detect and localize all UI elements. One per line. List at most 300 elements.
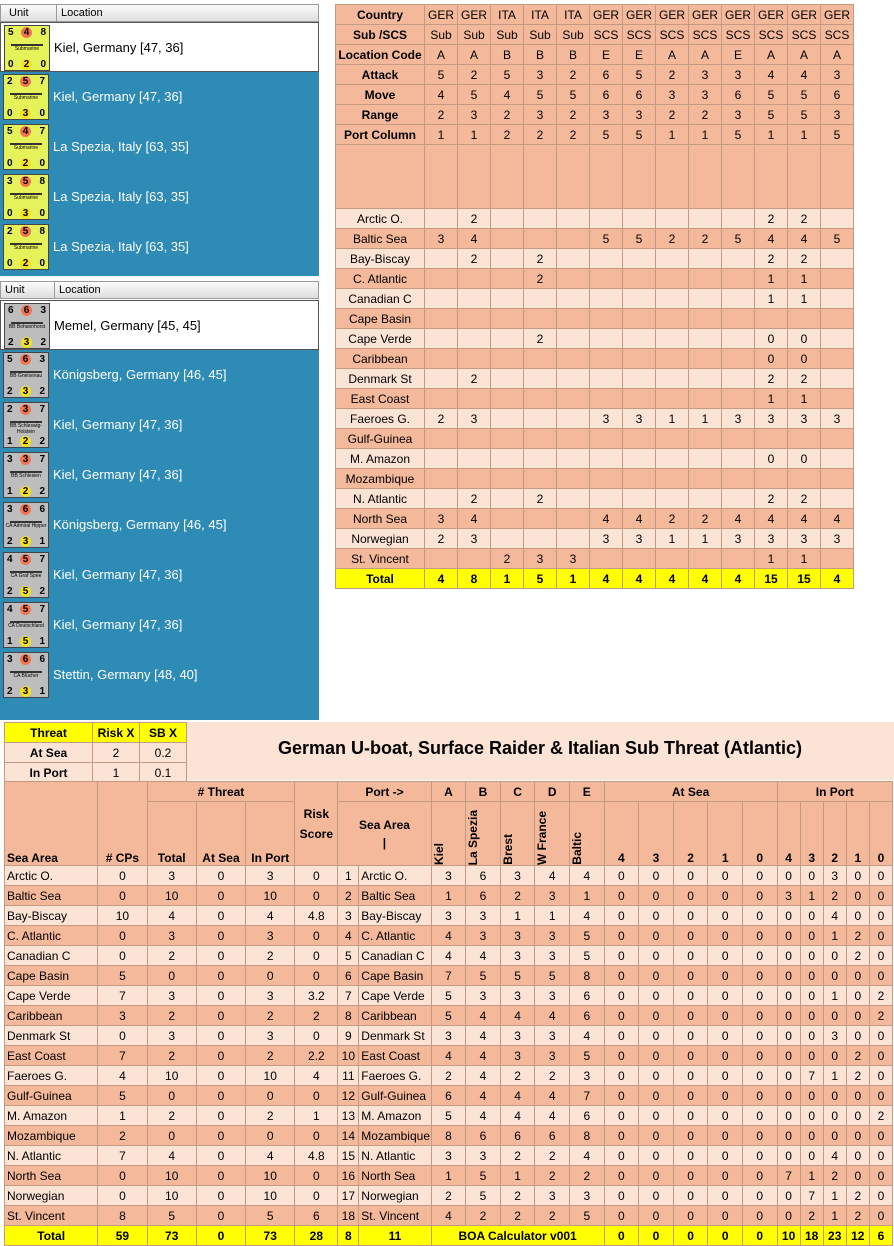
area-cell[interactable]: [458, 309, 491, 329]
cps[interactable]: 10: [98, 906, 147, 926]
area-cell[interactable]: [656, 249, 689, 269]
port-distance[interactable]: 4: [466, 1006, 501, 1026]
area-cell[interactable]: [623, 309, 656, 329]
port-distance[interactable]: 2: [535, 1166, 570, 1186]
port-distance[interactable]: 4: [466, 1066, 501, 1086]
area-cell[interactable]: [623, 269, 656, 289]
area-cell[interactable]: 0: [755, 349, 788, 369]
area-cell[interactable]: 1: [755, 389, 788, 409]
area-cell[interactable]: [722, 549, 755, 569]
area-cell[interactable]: 2: [689, 229, 722, 249]
area-cell[interactable]: [557, 529, 590, 549]
port-distance[interactable]: 3: [500, 946, 535, 966]
area-cell[interactable]: [590, 309, 623, 329]
area-cell[interactable]: [623, 469, 656, 489]
port-distance[interactable]: 6: [535, 1126, 570, 1146]
area-cell[interactable]: 2: [755, 489, 788, 509]
port-distance[interactable]: 1: [500, 906, 535, 926]
port-distance[interactable]: 8: [431, 1126, 466, 1146]
port-distance[interactable]: 5: [466, 1186, 501, 1206]
port-distance[interactable]: 2: [431, 1066, 466, 1086]
cps[interactable]: 4: [98, 1066, 147, 1086]
cps[interactable]: 8: [98, 1206, 147, 1226]
port-distance[interactable]: 4: [570, 1026, 605, 1046]
area-cell[interactable]: [491, 289, 524, 309]
area-cell[interactable]: 2: [755, 209, 788, 229]
area-cell[interactable]: 2: [425, 409, 458, 429]
cps[interactable]: 5: [98, 966, 147, 986]
port-distance[interactable]: 2: [535, 1146, 570, 1166]
area-cell[interactable]: [491, 529, 524, 549]
area-cell[interactable]: [821, 349, 854, 369]
port-distance[interactable]: 3: [431, 906, 466, 926]
unit-row[interactable]: [0, 500, 319, 550]
area-cell[interactable]: [491, 309, 524, 329]
area-cell[interactable]: [491, 449, 524, 469]
port-distance[interactable]: 6: [466, 886, 501, 906]
port-distance[interactable]: 2: [500, 1186, 535, 1206]
area-cell[interactable]: [458, 389, 491, 409]
area-cell[interactable]: [656, 549, 689, 569]
area-cell[interactable]: [656, 389, 689, 409]
port-distance[interactable]: 3: [466, 926, 501, 946]
col-unit-header-2[interactable]: Unit: [5, 284, 25, 296]
area-cell[interactable]: [689, 429, 722, 449]
area-cell[interactable]: [821, 269, 854, 289]
area-cell[interactable]: [557, 489, 590, 509]
port-distance[interactable]: 7: [431, 966, 466, 986]
area-cell[interactable]: 0: [755, 449, 788, 469]
area-cell[interactable]: [557, 309, 590, 329]
area-cell[interactable]: [821, 429, 854, 449]
port-distance[interactable]: 5: [570, 946, 605, 966]
area-cell[interactable]: [557, 469, 590, 489]
port-distance[interactable]: 5: [431, 1106, 466, 1126]
port-distance[interactable]: 4: [431, 926, 466, 946]
area-cell[interactable]: [689, 269, 722, 289]
area-cell[interactable]: [557, 389, 590, 409]
port-distance[interactable]: 4: [535, 1006, 570, 1026]
area-cell[interactable]: [623, 249, 656, 269]
at-sea-sb[interactable]: 0.2: [140, 743, 187, 763]
area-cell[interactable]: 2: [755, 369, 788, 389]
area-cell[interactable]: [689, 209, 722, 229]
unit-row[interactable]: [0, 350, 319, 400]
col-unit-header[interactable]: Unit: [9, 7, 29, 19]
area-cell[interactable]: [491, 229, 524, 249]
area-cell[interactable]: [425, 549, 458, 569]
port-distance[interactable]: 1: [431, 1166, 466, 1186]
area-cell[interactable]: [491, 489, 524, 509]
port-distance[interactable]: 3: [500, 1026, 535, 1046]
area-cell[interactable]: [590, 449, 623, 469]
area-cell[interactable]: 2: [689, 509, 722, 529]
area-cell[interactable]: [590, 249, 623, 269]
port-distance[interactable]: 3: [500, 1046, 535, 1066]
area-cell[interactable]: 4: [788, 229, 821, 249]
area-cell[interactable]: [458, 429, 491, 449]
port-distance[interactable]: 3: [535, 886, 570, 906]
area-cell[interactable]: [491, 469, 524, 489]
cps[interactable]: 0: [98, 886, 147, 906]
port-distance[interactable]: 5: [570, 1046, 605, 1066]
port-distance[interactable]: 2: [500, 886, 535, 906]
area-cell[interactable]: 2: [458, 369, 491, 389]
port-distance[interactable]: 5: [570, 1206, 605, 1226]
area-cell[interactable]: [656, 449, 689, 469]
col-location-header[interactable]: Location: [61, 7, 103, 19]
area-cell[interactable]: [557, 369, 590, 389]
cps[interactable]: 3: [98, 1006, 147, 1026]
area-cell[interactable]: [524, 389, 557, 409]
area-cell[interactable]: [425, 249, 458, 269]
area-cell[interactable]: [821, 469, 854, 489]
area-cell[interactable]: 2: [458, 209, 491, 229]
area-cell[interactable]: [524, 529, 557, 549]
area-cell[interactable]: [821, 289, 854, 309]
area-cell[interactable]: 2: [788, 489, 821, 509]
area-cell[interactable]: [557, 289, 590, 309]
cps[interactable]: 0: [98, 866, 147, 886]
area-cell[interactable]: [788, 309, 821, 329]
area-cell[interactable]: [755, 429, 788, 449]
area-cell[interactable]: [689, 449, 722, 469]
port-distance[interactable]: 7: [570, 1086, 605, 1106]
area-cell[interactable]: 4: [458, 509, 491, 529]
port-distance[interactable]: 6: [570, 986, 605, 1006]
area-cell[interactable]: 1: [689, 529, 722, 549]
area-cell[interactable]: [689, 309, 722, 329]
area-cell[interactable]: [689, 249, 722, 269]
area-cell[interactable]: [656, 469, 689, 489]
area-cell[interactable]: 2: [524, 249, 557, 269]
area-cell[interactable]: 5: [722, 229, 755, 249]
port-distance[interactable]: 3: [431, 866, 466, 886]
area-cell[interactable]: [656, 369, 689, 389]
area-cell[interactable]: [557, 429, 590, 449]
area-cell[interactable]: [557, 329, 590, 349]
area-cell[interactable]: [491, 389, 524, 409]
area-cell[interactable]: [656, 209, 689, 229]
area-cell[interactable]: 4: [458, 229, 491, 249]
area-cell[interactable]: [623, 209, 656, 229]
area-cell[interactable]: [557, 229, 590, 249]
unit-row[interactable]: [0, 122, 319, 172]
port-distance[interactable]: 1: [500, 1166, 535, 1186]
area-cell[interactable]: 1: [788, 269, 821, 289]
area-cell[interactable]: 1: [755, 269, 788, 289]
port-distance[interactable]: 2: [570, 1166, 605, 1186]
area-cell[interactable]: 3: [590, 529, 623, 549]
area-cell[interactable]: [590, 389, 623, 409]
area-cell[interactable]: [590, 369, 623, 389]
port-distance[interactable]: 3: [570, 1186, 605, 1206]
area-cell[interactable]: 3: [590, 409, 623, 429]
area-cell[interactable]: 5: [821, 229, 854, 249]
port-distance[interactable]: 4: [466, 1046, 501, 1066]
cps[interactable]: 7: [98, 1046, 147, 1066]
port-distance[interactable]: 6: [466, 866, 501, 886]
cps[interactable]: 0: [98, 1026, 147, 1046]
area-cell[interactable]: [491, 509, 524, 529]
area-cell[interactable]: [656, 489, 689, 509]
area-cell[interactable]: [722, 369, 755, 389]
area-cell[interactable]: [788, 469, 821, 489]
cps[interactable]: 0: [98, 1166, 147, 1186]
area-cell[interactable]: 4: [755, 229, 788, 249]
port-distance[interactable]: 3: [431, 1026, 466, 1046]
unit-row[interactable]: [0, 172, 319, 222]
port-distance[interactable]: 2: [466, 1206, 501, 1226]
area-cell[interactable]: 3: [788, 409, 821, 429]
area-cell[interactable]: [557, 269, 590, 289]
area-cell[interactable]: [425, 449, 458, 469]
area-cell[interactable]: [524, 449, 557, 469]
port-distance[interactable]: 3: [570, 1066, 605, 1086]
port-distance[interactable]: 3: [466, 986, 501, 1006]
area-cell[interactable]: [722, 349, 755, 369]
area-cell[interactable]: [524, 509, 557, 529]
area-cell[interactable]: [458, 329, 491, 349]
area-cell[interactable]: [524, 429, 557, 449]
area-cell[interactable]: 2: [656, 509, 689, 529]
port-distance[interactable]: 3: [535, 926, 570, 946]
port-distance[interactable]: 4: [570, 866, 605, 886]
port-distance[interactable]: 3: [431, 1146, 466, 1166]
area-cell[interactable]: 1: [788, 549, 821, 569]
area-cell[interactable]: [590, 209, 623, 229]
area-cell[interactable]: 3: [524, 549, 557, 569]
cps[interactable]: 1: [98, 1106, 147, 1126]
area-cell[interactable]: 3: [623, 409, 656, 429]
area-cell[interactable]: [722, 469, 755, 489]
port-distance[interactable]: 3: [500, 986, 535, 1006]
area-cell[interactable]: [656, 309, 689, 329]
area-cell[interactable]: [425, 309, 458, 329]
area-cell[interactable]: [491, 249, 524, 269]
area-cell[interactable]: [590, 329, 623, 349]
port-distance[interactable]: 5: [570, 926, 605, 946]
area-cell[interactable]: [524, 229, 557, 249]
area-cell[interactable]: 3: [788, 529, 821, 549]
area-cell[interactable]: [491, 349, 524, 369]
area-cell[interactable]: [689, 489, 722, 509]
area-cell[interactable]: 1: [788, 389, 821, 409]
area-cell[interactable]: 3: [623, 529, 656, 549]
cps[interactable]: 2: [98, 1126, 147, 1146]
area-cell[interactable]: 1: [656, 409, 689, 429]
port-distance[interactable]: 2: [535, 1066, 570, 1086]
area-cell[interactable]: [557, 249, 590, 269]
area-cell[interactable]: [656, 329, 689, 349]
unit-row[interactable]: [0, 72, 319, 122]
area-cell[interactable]: [623, 489, 656, 509]
area-cell[interactable]: 0: [788, 349, 821, 369]
area-cell[interactable]: 0: [788, 449, 821, 469]
area-cell[interactable]: [590, 469, 623, 489]
area-cell[interactable]: [557, 349, 590, 369]
area-cell[interactable]: [425, 349, 458, 369]
area-cell[interactable]: [524, 349, 557, 369]
area-cell[interactable]: [821, 309, 854, 329]
area-cell[interactable]: 1: [755, 549, 788, 569]
area-cell[interactable]: [722, 489, 755, 509]
area-cell[interactable]: [557, 409, 590, 429]
port-distance[interactable]: 3: [500, 926, 535, 946]
area-cell[interactable]: [458, 549, 491, 569]
area-cell[interactable]: 3: [821, 529, 854, 549]
area-cell[interactable]: 3: [425, 229, 458, 249]
port-distance[interactable]: 3: [466, 1146, 501, 1166]
area-cell[interactable]: [458, 349, 491, 369]
area-cell[interactable]: [425, 489, 458, 509]
in-port-sb[interactable]: 0.1: [140, 763, 187, 783]
cps[interactable]: 0: [98, 946, 147, 966]
port-distance[interactable]: 2: [500, 1206, 535, 1226]
area-cell[interactable]: [821, 209, 854, 229]
area-cell[interactable]: [623, 369, 656, 389]
area-cell[interactable]: [458, 289, 491, 309]
cps[interactable]: 0: [98, 1186, 147, 1206]
port-distance[interactable]: 4: [535, 1086, 570, 1106]
port-distance[interactable]: 1: [570, 886, 605, 906]
area-cell[interactable]: [821, 489, 854, 509]
area-cell[interactable]: 2: [788, 369, 821, 389]
area-cell[interactable]: [425, 209, 458, 229]
port-distance[interactable]: 4: [466, 1106, 501, 1126]
area-cell[interactable]: [524, 469, 557, 489]
area-cell[interactable]: 0: [755, 329, 788, 349]
area-cell[interactable]: 4: [590, 509, 623, 529]
area-cell[interactable]: [755, 469, 788, 489]
area-cell[interactable]: [821, 329, 854, 349]
area-cell[interactable]: [656, 269, 689, 289]
port-distance[interactable]: 6: [500, 1126, 535, 1146]
area-cell[interactable]: [623, 349, 656, 369]
unit-row[interactable]: [0, 400, 319, 450]
area-cell[interactable]: 4: [821, 509, 854, 529]
area-cell[interactable]: 4: [623, 509, 656, 529]
area-cell[interactable]: 5: [623, 229, 656, 249]
area-cell[interactable]: 2: [458, 489, 491, 509]
area-cell[interactable]: [821, 369, 854, 389]
port-distance[interactable]: 3: [535, 1046, 570, 1066]
area-cell[interactable]: 3: [458, 409, 491, 429]
area-cell[interactable]: 3: [557, 549, 590, 569]
unit-row[interactable]: [0, 300, 319, 350]
area-cell[interactable]: 2: [491, 549, 524, 569]
port-distance[interactable]: 5: [466, 966, 501, 986]
area-cell[interactable]: [491, 369, 524, 389]
area-cell[interactable]: [689, 369, 722, 389]
area-cell[interactable]: [590, 549, 623, 569]
port-distance[interactable]: 4: [431, 946, 466, 966]
area-cell[interactable]: [623, 429, 656, 449]
col-location-header-2[interactable]: Location: [59, 284, 101, 296]
area-cell[interactable]: [722, 449, 755, 469]
area-cell[interactable]: 2: [524, 329, 557, 349]
port-distance[interactable]: 4: [570, 1146, 605, 1166]
area-cell[interactable]: [656, 429, 689, 449]
area-cell[interactable]: [656, 289, 689, 309]
port-distance[interactable]: 6: [570, 1106, 605, 1126]
area-cell[interactable]: [755, 309, 788, 329]
port-distance[interactable]: 5: [500, 966, 535, 986]
area-cell[interactable]: [689, 329, 722, 349]
area-cell[interactable]: [821, 449, 854, 469]
port-distance[interactable]: 6: [466, 1126, 501, 1146]
area-cell[interactable]: 1: [755, 289, 788, 309]
area-cell[interactable]: [689, 469, 722, 489]
area-cell[interactable]: [722, 389, 755, 409]
port-distance[interactable]: 3: [535, 946, 570, 966]
area-cell[interactable]: [425, 469, 458, 489]
area-cell[interactable]: 3: [722, 409, 755, 429]
area-cell[interactable]: [623, 549, 656, 569]
port-distance[interactable]: 8: [570, 1126, 605, 1146]
area-cell[interactable]: [623, 329, 656, 349]
unit-row[interactable]: [0, 650, 319, 700]
area-cell[interactable]: 3: [755, 409, 788, 429]
port-distance[interactable]: 3: [466, 906, 501, 926]
area-cell[interactable]: [524, 289, 557, 309]
cps[interactable]: 7: [98, 1146, 147, 1166]
area-cell[interactable]: 4: [755, 509, 788, 529]
area-cell[interactable]: 2: [656, 229, 689, 249]
area-cell[interactable]: [425, 269, 458, 289]
area-cell[interactable]: 3: [722, 529, 755, 549]
port-distance[interactable]: 5: [431, 1006, 466, 1026]
area-cell[interactable]: [821, 389, 854, 409]
area-cell[interactable]: [491, 269, 524, 289]
area-cell[interactable]: [557, 209, 590, 229]
port-distance[interactable]: 3: [535, 1026, 570, 1046]
port-distance[interactable]: 3: [535, 986, 570, 1006]
unit-row[interactable]: [0, 222, 319, 272]
unit-row[interactable]: [0, 550, 319, 600]
area-cell[interactable]: [491, 409, 524, 429]
area-cell[interactable]: 5: [590, 229, 623, 249]
port-distance[interactable]: 1: [535, 906, 570, 926]
area-cell[interactable]: 2: [524, 269, 557, 289]
area-cell[interactable]: [590, 429, 623, 449]
area-cell[interactable]: [491, 329, 524, 349]
area-cell[interactable]: [689, 549, 722, 569]
area-cell[interactable]: [689, 289, 722, 309]
area-cell[interactable]: [689, 349, 722, 369]
area-cell[interactable]: [722, 329, 755, 349]
port-distance[interactable]: 2: [431, 1186, 466, 1206]
area-cell[interactable]: [590, 289, 623, 309]
unit-row[interactable]: [0, 600, 319, 650]
area-cell[interactable]: [524, 309, 557, 329]
cps[interactable]: 0: [98, 926, 147, 946]
area-cell[interactable]: [425, 389, 458, 409]
area-cell[interactable]: 2: [755, 249, 788, 269]
area-cell[interactable]: 2: [788, 249, 821, 269]
port-distance[interactable]: 4: [570, 906, 605, 926]
cps[interactable]: 7: [98, 986, 147, 1006]
area-cell[interactable]: [821, 249, 854, 269]
area-cell[interactable]: [722, 209, 755, 229]
area-cell[interactable]: [623, 389, 656, 409]
area-cell[interactable]: [722, 309, 755, 329]
area-cell[interactable]: 3: [425, 509, 458, 529]
area-cell[interactable]: 3: [458, 529, 491, 549]
port-distance[interactable]: 3: [535, 1186, 570, 1206]
area-cell[interactable]: [458, 469, 491, 489]
area-cell[interactable]: [689, 389, 722, 409]
